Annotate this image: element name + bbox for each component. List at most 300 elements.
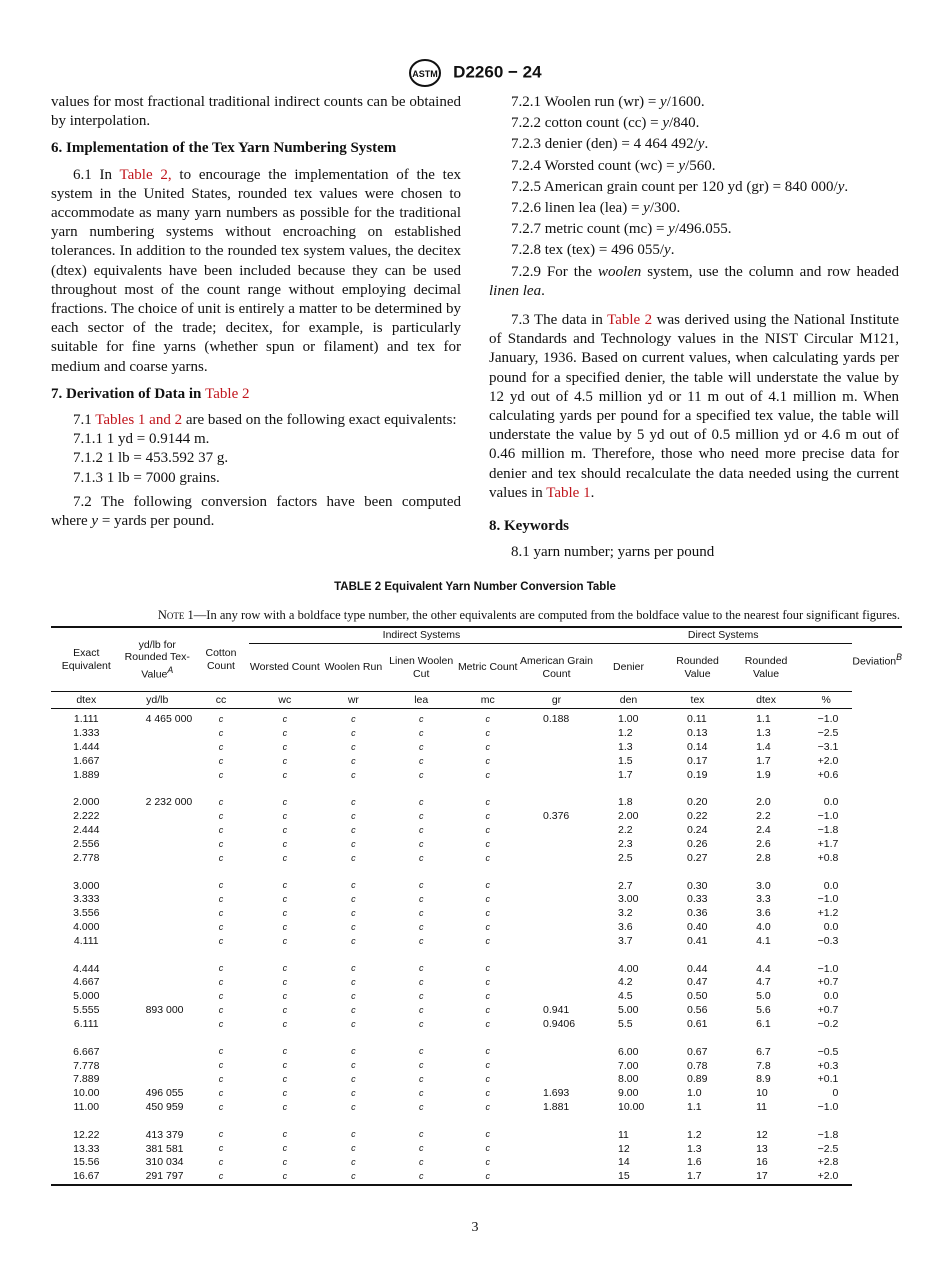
table-cell: c: [485, 838, 490, 849]
table-cell: 0.40: [687, 921, 708, 934]
header-indirect-systems: Indirect Systems: [249, 627, 594, 644]
table-cell: 2.7: [618, 879, 633, 892]
unit-cell: lea: [386, 692, 456, 709]
table-cell: c: [282, 1101, 288, 1112]
table-cell: c: [351, 880, 356, 891]
text: 7.2.4 Worsted count (wc) =: [511, 157, 679, 174]
table-2-link[interactable]: Table 2: [205, 385, 250, 402]
table-cell: c: [282, 1087, 288, 1098]
table-cell: 1.7: [756, 755, 771, 768]
table-cell: [519, 852, 594, 866]
table-cell: c: [218, 1129, 224, 1140]
table-cell: [519, 1059, 594, 1073]
table-cell: c: [218, 741, 224, 752]
header-american-grain-count: American Grain Count: [520, 655, 593, 680]
table-cell: 1.3: [687, 1142, 702, 1155]
table-cell: c: [351, 1046, 356, 1057]
table-row: [51, 1018, 902, 1032]
group-spacer: [51, 782, 902, 796]
table-cell: c: [218, 1101, 224, 1112]
table-row: [51, 796, 902, 810]
text: .: [541, 282, 545, 299]
table-cell: 0.24: [687, 824, 708, 837]
table-cell: c: [418, 810, 424, 821]
table-cell: c: [282, 769, 288, 780]
table-cell: 4.000: [73, 921, 100, 934]
table-cell: c: [218, 907, 224, 918]
table-cell: [122, 935, 193, 949]
table-cell: 10.00: [73, 1087, 100, 1100]
table-cell: c: [218, 977, 224, 988]
table-cell: 3.2: [618, 907, 633, 920]
table-cell: 1.881: [543, 1101, 570, 1114]
table-cell: [519, 1128, 594, 1142]
table-cell: c: [351, 963, 356, 974]
table-cell: c: [218, 893, 224, 904]
table-cell: 3.00: [618, 893, 639, 906]
table-cell: 12: [756, 1128, 768, 1141]
table-cell: c: [218, 769, 224, 780]
table-2-link[interactable]: Table 2,: [119, 166, 172, 183]
table-row: [51, 713, 902, 727]
table-cell: c: [351, 1143, 356, 1154]
table-cell: 16: [756, 1156, 768, 1169]
table-cell: c: [418, 907, 424, 918]
table-cell: 13: [756, 1142, 768, 1155]
table-row: [51, 741, 902, 755]
table-cell: [122, 727, 193, 741]
unit-cell: cc: [193, 692, 249, 709]
text: 7.2.9 For the: [511, 263, 598, 280]
unit-cell: wc: [249, 692, 321, 709]
header-ydlb: [122, 627, 193, 692]
table-cell: c: [351, 1018, 356, 1029]
table-cell: +0.1: [817, 1073, 839, 1086]
table-cell: 9.00: [618, 1087, 639, 1100]
table-cell: [122, 893, 193, 907]
table-cell: 1.3: [618, 741, 633, 754]
text: /560.: [685, 157, 716, 174]
table-cell: c: [485, 1129, 490, 1140]
table-cell: −1.0: [817, 1101, 839, 1114]
formula-3: [489, 135, 899, 154]
table-cell: 2 232 000: [145, 796, 193, 809]
table-cell: c: [282, 1129, 288, 1140]
table-cell: c: [351, 1129, 356, 1140]
table-cell: c: [418, 741, 424, 752]
table-cell: c: [218, 963, 224, 974]
table-cell: 1.693: [543, 1087, 570, 1100]
table-cell: 0.22: [687, 810, 708, 823]
table-cell: 11: [618, 1128, 629, 1141]
text: /300.: [649, 200, 681, 217]
table-cell: [519, 1073, 594, 1087]
table-cell: 0.56: [687, 1004, 708, 1017]
table-cell: c: [485, 990, 490, 1001]
table-cell: c: [282, 921, 288, 932]
table-cell: 3.7: [618, 935, 633, 948]
table-cell: 2.5: [618, 852, 633, 865]
table-cell: 3.333: [73, 893, 100, 906]
table-cell: 2.556: [73, 838, 100, 851]
header-linen-woolen-cut: Linen Woolen Cut: [389, 655, 454, 680]
table-cell: 4 465 000: [145, 713, 193, 726]
table-cell: c: [282, 810, 288, 821]
table-cell: c: [282, 1018, 288, 1029]
table-cell: 7.778: [73, 1059, 100, 1072]
table-row: [51, 1087, 902, 1101]
table-cell: c: [282, 963, 288, 974]
group-spacer: [51, 866, 902, 880]
table-cell: [519, 1142, 594, 1156]
table-cell: c: [351, 797, 356, 808]
table-cell: c: [418, 852, 424, 863]
table-cell: −0.5: [817, 1045, 839, 1058]
text: to encourage the implementation of the tex system in the United States, rounded tex values were chosen to accommodate as many yarn numbers as possible for the traditional yarn numbering systems without encroaching on established tolerances. In addition to the rounded tex system values, the decitex (dtex) equivalents have been included because they can be used throughout most of the count range without employing decimal fractions. The choice of unit is entirely a matter to be determined by each sector of the trade; decitex, for example, is particularly suitable for fine yarns (whether spun or filament) and tex for medium and coarse yarns.: [51, 166, 461, 375]
table-note: [51, 608, 900, 623]
unit-cell: den: [594, 692, 663, 709]
table-cell: [519, 990, 594, 1004]
table-row: [51, 907, 902, 921]
table-cell: 1.667: [73, 755, 100, 768]
table-cell: +2.0: [800, 1170, 852, 1185]
header-denier: Denier: [613, 661, 644, 674]
table-cell: 0.9406: [543, 1018, 576, 1031]
table-cell: 1.1: [756, 713, 771, 726]
table-cell: 0.0: [823, 796, 839, 809]
table-cell: 1.333: [73, 727, 100, 740]
table-cell: 450 959: [145, 1101, 184, 1114]
table-cell: c: [418, 990, 424, 1001]
table-cell: [519, 935, 594, 949]
table-cell: c: [485, 824, 490, 835]
header-exact-equivalent: Exact Equivalent: [61, 647, 111, 672]
unit-cell: dtex: [51, 692, 122, 709]
tables-link[interactable]: Tables 1 and 2: [95, 412, 183, 429]
table-row: [51, 976, 902, 990]
footnote-a: A: [167, 664, 174, 675]
table-cell: 0.20: [687, 796, 708, 809]
text: Deviation: [852, 655, 897, 668]
table-cell: c: [351, 1157, 356, 1168]
table-cell: 8.9: [756, 1073, 771, 1086]
formula-2: [489, 114, 899, 133]
table-cell: 3.556: [73, 907, 100, 920]
table-cell: c: [485, 741, 490, 752]
section-heading-7: [51, 385, 461, 404]
table-cell: +0.7: [817, 1004, 839, 1017]
table-cell: c: [351, 990, 356, 1001]
text: y: [664, 242, 671, 259]
group-spacer: [51, 1115, 902, 1129]
table-cell: +1.7: [817, 838, 839, 851]
text: 7.2.7 metric count (mc) =: [511, 221, 669, 238]
page-header: [0, 58, 950, 88]
table-cell: 7.00: [618, 1059, 639, 1072]
table-cell: c: [351, 893, 356, 904]
header-worsted-count: Worsted Count: [249, 661, 320, 674]
table-cell: 1.8: [618, 796, 633, 809]
table-cell: 6.00: [618, 1045, 639, 1058]
table-row: [51, 921, 902, 935]
paragraph: values for most fractional traditional indirect counts can be obtained by interpolation.: [51, 94, 461, 130]
table-cell: c: [418, 1004, 424, 1015]
table-cell: c: [418, 1073, 424, 1084]
table-1-link[interactable]: Table 1: [546, 484, 591, 501]
footnote-b: B: [896, 652, 902, 663]
table-row: [51, 1101, 902, 1115]
table-cell: +0.7: [817, 976, 839, 989]
table-cell: c: [351, 1004, 356, 1015]
table-cell: c: [418, 797, 424, 808]
table-cell: 0.26: [687, 838, 708, 851]
table-cell: [122, 976, 193, 990]
table-cell: c: [282, 852, 288, 863]
text: /840.: [669, 115, 700, 132]
table-cell: 0.30: [687, 879, 708, 892]
table-cell: 0.188: [543, 713, 570, 726]
text: 7.2.3 denier (den) = 4 464 492/: [511, 136, 698, 153]
table-row: [51, 1059, 902, 1073]
page-number: 3: [471, 1220, 479, 1235]
header-cotton-count: Cotton Count: [205, 647, 237, 672]
table-cell: 4.667: [73, 976, 100, 989]
table-cell: 4.5: [618, 990, 633, 1003]
table-cell: 0.36: [687, 907, 708, 920]
left-column: [51, 93, 461, 536]
table-cell: 8.00: [618, 1073, 639, 1086]
table-cell: −1.0: [817, 962, 839, 975]
table-cell: c: [282, 1060, 288, 1071]
table-cell: c: [418, 1143, 424, 1154]
table-cell: c: [282, 1143, 288, 1154]
paragraph-7-1-3: 7.1.3 1 lb = 7000 grains.: [73, 469, 220, 486]
text: y: [668, 221, 675, 238]
table-row: [51, 1142, 902, 1156]
table-cell: 1.00: [618, 713, 639, 726]
table-cell: −1.0: [817, 893, 839, 906]
table-cell: 2.0: [756, 796, 771, 809]
table-cell: [122, 1059, 193, 1073]
table-row: [51, 1156, 902, 1170]
table-cell: [122, 907, 193, 921]
table-cell: 1.6: [687, 1156, 702, 1169]
table-cell: 7.8: [756, 1059, 771, 1072]
text: system, use the column and row headed: [641, 263, 899, 280]
table-cell: c: [351, 1087, 356, 1098]
table-cell: 5.00: [618, 1004, 639, 1017]
table-cell: c: [218, 1046, 224, 1057]
text: 7.2.6 linen lea (lea) =: [511, 200, 644, 217]
table-cell: 310 034: [145, 1156, 184, 1169]
table-cell: [519, 1045, 594, 1059]
table-cell: +2.8: [817, 1156, 839, 1169]
formula-4: [489, 157, 899, 176]
table-cell: −1.8: [817, 1128, 839, 1141]
table-cell: 15: [594, 1170, 663, 1185]
table-cell: 11.00: [73, 1101, 100, 1114]
table-cell: c: [418, 824, 424, 835]
header-rounded-dtex: Rounded Value: [744, 655, 788, 680]
table-cell: c: [351, 714, 356, 724]
table-cell: 0.0: [823, 990, 839, 1003]
text: .: [670, 242, 675, 259]
table-cell: 496 055: [145, 1087, 184, 1100]
table-cell: 1.7: [663, 1170, 732, 1185]
table-cell: 291 797: [122, 1170, 193, 1185]
table-cell: 6.1: [756, 1018, 771, 1031]
table-cell: c: [418, 935, 424, 946]
conversion-table: [51, 626, 902, 1186]
text: 7.2.8 tex (tex) = 496 055/: [511, 242, 665, 259]
table-cell: c: [218, 852, 224, 863]
table-cell: c: [485, 880, 490, 891]
table-cell: c: [418, 1129, 424, 1140]
table-cell: 4.2: [618, 976, 633, 989]
table-cell: c: [485, 769, 490, 780]
table-cell: −1.0: [817, 713, 839, 726]
unit-cell: wr: [321, 692, 386, 709]
text: y: [697, 136, 705, 153]
table-cell: c: [249, 1170, 321, 1185]
paragraph-7-1: [51, 411, 461, 430]
paragraph-7-1-2: 7.1.2 1 lb = 453.592 37 g.: [73, 450, 229, 467]
text: 7. Derivation of Data in: [51, 385, 206, 402]
table-cell: c: [418, 977, 424, 988]
table-cell: −2.5: [817, 1142, 839, 1155]
table-cell: −0.3: [817, 935, 839, 948]
table-cell: c: [485, 852, 490, 863]
table-cell: 2.3: [618, 838, 633, 851]
table-cell: c: [456, 1170, 519, 1185]
text: 7.2 The following conversion factors have been computed where: [51, 493, 461, 530]
table-cell: 17: [732, 1170, 800, 1185]
table-cell: [122, 921, 193, 935]
table-cell: [519, 976, 594, 990]
table-cell: c: [386, 1170, 456, 1185]
table-cell: c: [218, 1018, 224, 1029]
table-cell: c: [485, 1073, 490, 1084]
table-row: [51, 769, 902, 783]
table-cell: [122, 824, 193, 838]
table-cell: c: [282, 824, 288, 835]
text: y: [662, 115, 670, 132]
table-cell: +1.2: [817, 907, 839, 920]
table-cell: 2.6: [756, 838, 771, 851]
table-cell: c: [485, 714, 490, 724]
table-cell: 6.111: [73, 1018, 99, 1031]
table-cell: 12: [618, 1142, 630, 1155]
table-cell: 3.0: [756, 879, 771, 892]
table-cell: 2.8: [756, 852, 771, 865]
table-cell: c: [321, 1170, 386, 1185]
table-cell: 0.41: [687, 935, 708, 948]
table-cell: c: [485, 1018, 490, 1029]
table-cell: 0.376: [543, 810, 570, 823]
text: linen lea: [489, 282, 542, 299]
unit-cell: gr: [519, 692, 594, 709]
paragraph-7-3: [489, 311, 899, 503]
table-cell: 0.50: [687, 990, 708, 1003]
table-cell: c: [485, 727, 490, 738]
table-row: [51, 962, 902, 976]
table-row: [51, 838, 902, 852]
paragraph-7-1-1: 7.1.1 1 yd = 0.9144 m.: [73, 431, 210, 448]
units-row: [51, 692, 902, 709]
table-cell: 1.3: [756, 727, 771, 740]
header-woolen-run: Woolen Run: [324, 661, 383, 674]
table-cell: −2.5: [817, 727, 839, 740]
table-cell: c: [193, 1170, 249, 1185]
table-row: [51, 824, 902, 838]
table-cell: [122, 1073, 193, 1087]
text: 7.3 The data in: [511, 312, 608, 329]
table-cell: 1.889: [73, 769, 100, 781]
table-cell: c: [418, 714, 424, 724]
table-cell: [519, 769, 594, 783]
table-body: [51, 709, 902, 1185]
header-direct-systems: Direct Systems: [594, 627, 852, 644]
table-2-link[interactable]: Table 2: [607, 312, 653, 329]
table-cell: c: [218, 714, 224, 724]
table-cell: c: [218, 935, 224, 946]
table-cell: c: [282, 893, 288, 904]
text: .: [590, 484, 595, 501]
table-cell: 0.89: [687, 1073, 708, 1086]
table-cell: 14: [618, 1156, 630, 1169]
table-cell: c: [485, 1143, 490, 1154]
table-cell: −1.8: [817, 824, 839, 837]
table-cell: 0.0: [823, 921, 839, 934]
table-cell: 16.67: [51, 1170, 122, 1185]
table-cell: [519, 1170, 594, 1185]
text: 7.2.5 American grain count per 120 yd (gr) = 840 000/: [511, 178, 838, 195]
table-cell: 2.00: [618, 810, 639, 823]
table-cell: 0.14: [687, 741, 708, 754]
table-cell: 0.17: [687, 755, 708, 768]
table-cell: [122, 769, 193, 783]
table-cell: c: [218, 1143, 224, 1154]
text: are based on the following exact equivalents:: [182, 412, 457, 429]
table-row: [51, 1073, 902, 1087]
table-cell: +2.0: [817, 755, 839, 768]
table-cell: c: [418, 1060, 424, 1071]
table-cell: 11: [756, 1101, 767, 1114]
table-cell: c: [418, 755, 424, 766]
table-cell: c: [485, 921, 490, 932]
table-cell: −1.0: [817, 810, 839, 823]
table-cell: 3.6: [756, 907, 771, 920]
table-cell: 1.0: [687, 1087, 702, 1100]
unit-cell: %: [800, 692, 852, 709]
section-heading-6: 6. Implementation of the Tex Yarn Numbering System: [51, 140, 397, 157]
table-cell: [519, 907, 594, 921]
note-text: —In any row with a boldface type number, the other equivalents are computed from the boldface value to the nearest four significant figures.: [193, 608, 900, 622]
table-cell: 3.000: [73, 879, 100, 892]
table-cell: c: [282, 755, 288, 766]
table-cell: 1.444: [73, 741, 100, 754]
header-deviation: [852, 627, 902, 692]
table-cell: c: [418, 1101, 424, 1112]
table-cell: 0.941: [543, 1004, 570, 1017]
table-cell: c: [351, 741, 356, 752]
table-cell: c: [282, 1004, 288, 1015]
table-cell: c: [485, 797, 490, 808]
table-cell: 1.7: [618, 769, 633, 781]
table-cell: [122, 741, 193, 755]
table-cell: 5.000: [73, 990, 100, 1003]
table-cell: c: [485, 1004, 490, 1015]
